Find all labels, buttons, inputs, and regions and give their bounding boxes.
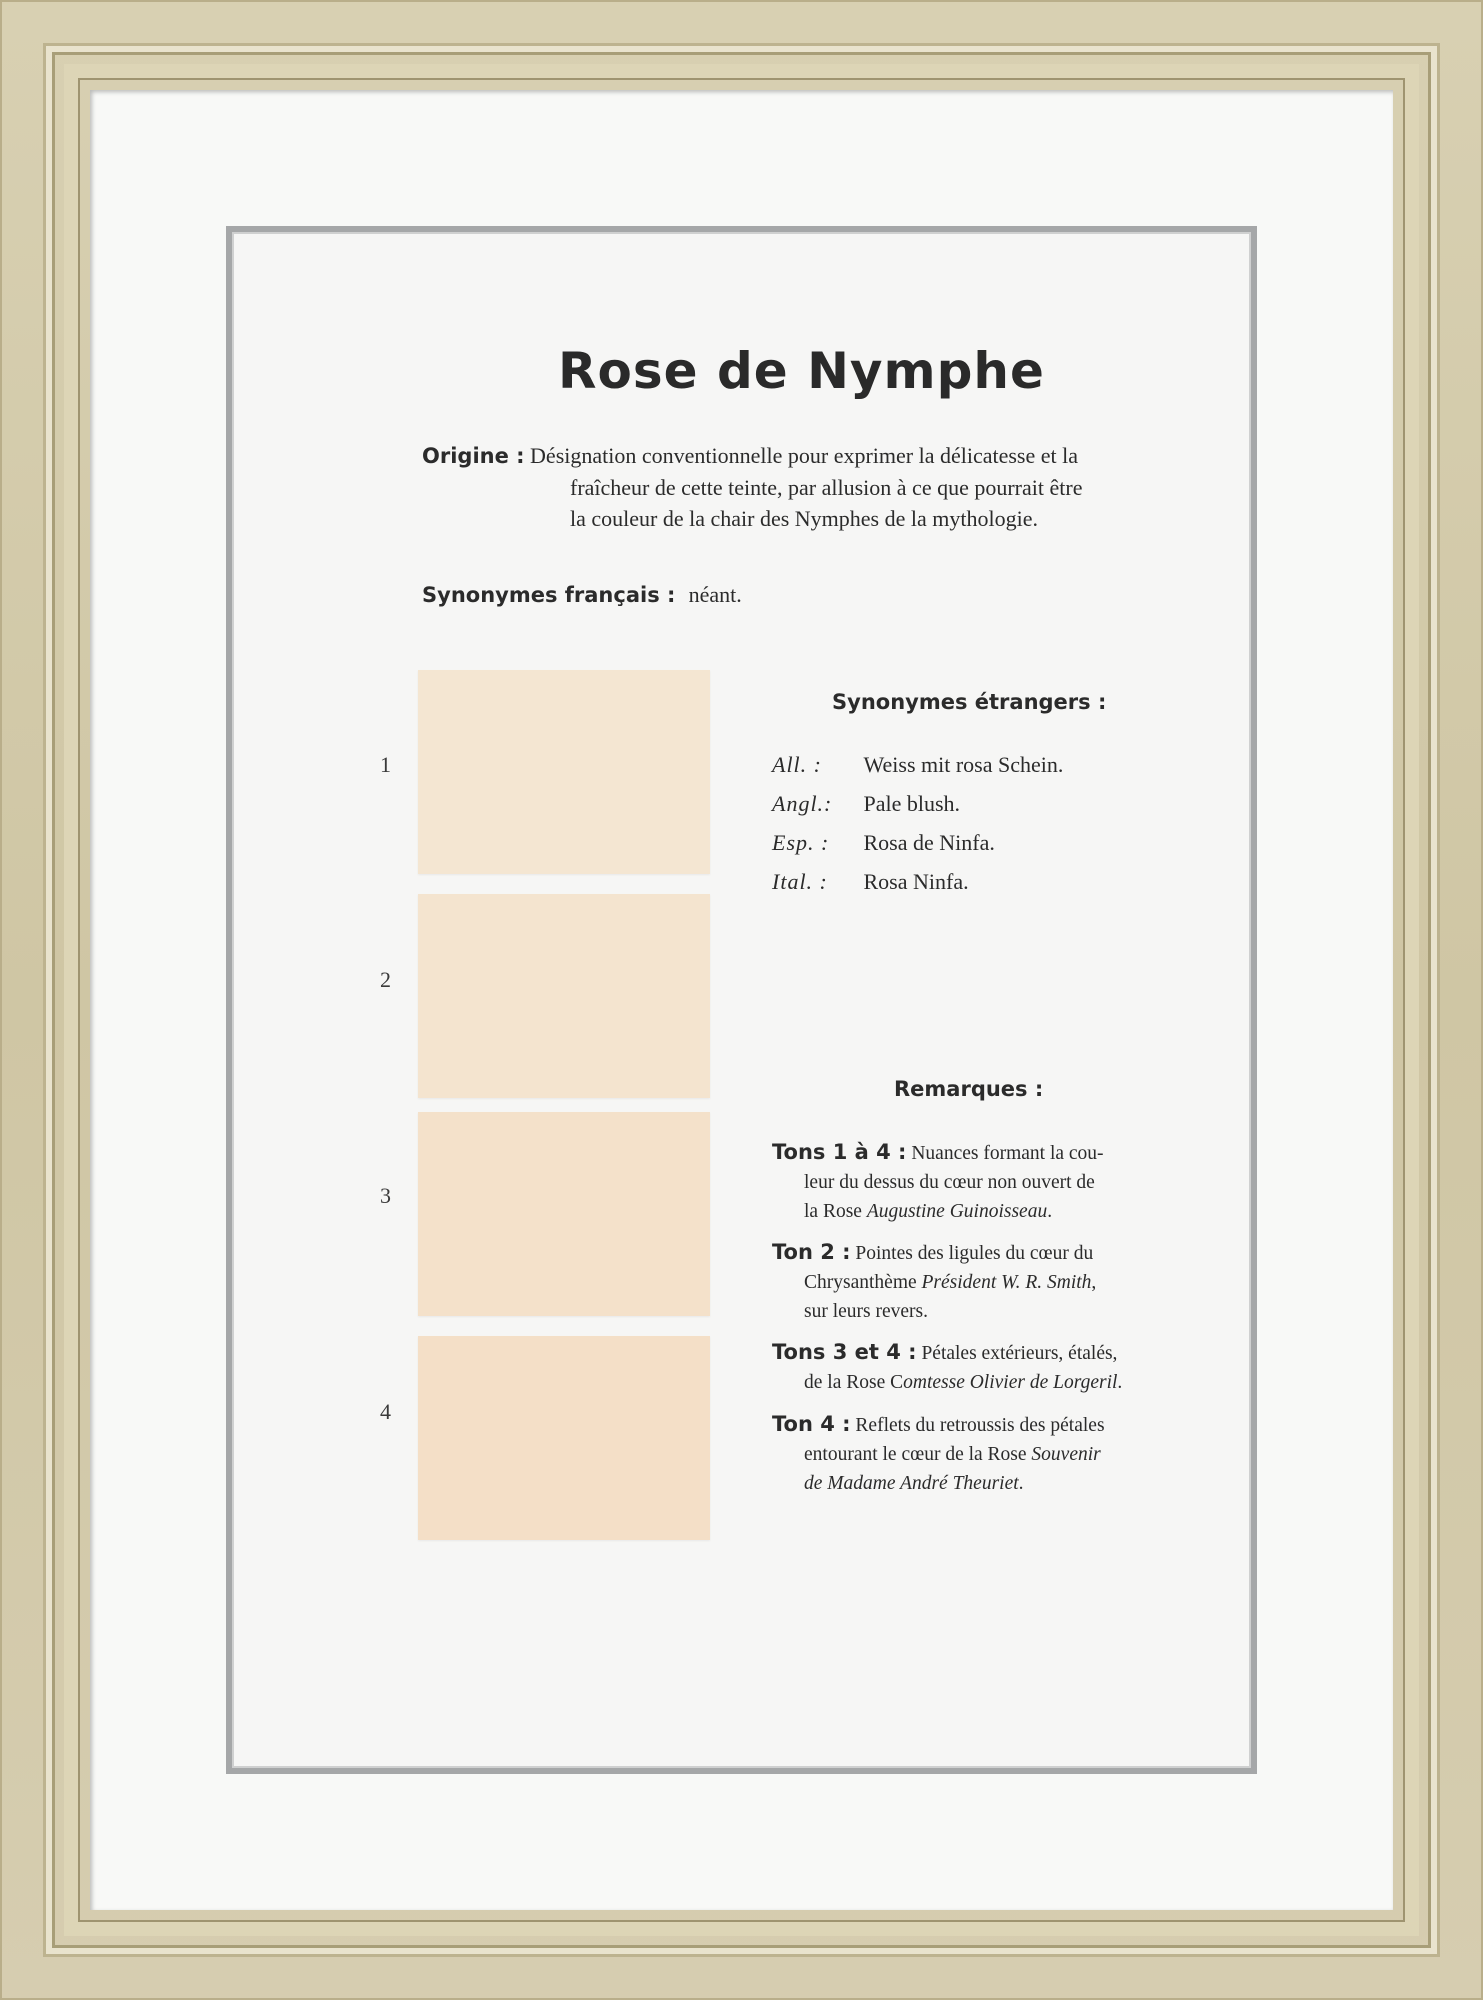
remark-text: Reflets du retroussis des pétales xyxy=(855,1415,1105,1436)
synonym-term: Rosa Ninfa. xyxy=(863,869,969,894)
rose-variety-name: Augustine Guinoisseau xyxy=(866,1201,1048,1222)
synonym-term: Pale blush. xyxy=(863,791,961,816)
remark-text: Pétales extérieurs, étalés, xyxy=(921,1343,1118,1364)
color-swatch-4 xyxy=(418,1336,710,1540)
remark-text: Pointes des ligules du cœur du xyxy=(855,1243,1094,1264)
french-synonyms-label: Synonymes français : xyxy=(422,583,676,607)
remark-tons-3-4 xyxy=(772,1338,1182,1397)
language-abbr: Ital. : xyxy=(772,869,828,894)
remark-text: . xyxy=(1047,1201,1053,1222)
color-swatch-1 xyxy=(418,670,710,874)
foreign-synonym-row xyxy=(772,830,1063,869)
remark-text: de la Rose C xyxy=(804,1372,904,1393)
origin-line-1: Désignation conventionnelle pour exprimer la délicatesse et la xyxy=(530,443,1079,468)
color-plate xyxy=(226,226,1257,1774)
french-synonyms xyxy=(422,582,742,608)
remark-label: Tons 1 à 4 : xyxy=(772,1140,907,1164)
remark-label: Ton 4 : xyxy=(772,1412,851,1436)
origin-line-3: la couleur de la chair des Nymphes de la mythologie. xyxy=(570,506,1038,531)
rose-variety-name: Souvenir xyxy=(1031,1444,1101,1465)
remark-text: Nuances formant la cou- xyxy=(911,1143,1104,1164)
swatch-number-1: 1 xyxy=(380,752,391,777)
swatch-number-3: 3 xyxy=(380,1183,391,1208)
origin-label: Origine : xyxy=(422,444,525,468)
remark-tons-1-4 xyxy=(772,1138,1182,1226)
color-swatch-3 xyxy=(418,1112,710,1316)
swatch-number-4: 4 xyxy=(380,1399,391,1424)
rose-variety-name: de Madame André Theuriet xyxy=(804,1473,1019,1494)
foreign-synonym-row xyxy=(772,752,1063,791)
remark-text: leur du dessus du cœur non ouvert de xyxy=(804,1172,1095,1193)
rose-variety-name: omtesse Olivier de Lorgeril xyxy=(903,1372,1118,1393)
origin-section xyxy=(422,440,1182,534)
color-swatch-2 xyxy=(418,894,710,1098)
foreign-synonym-row xyxy=(772,791,1063,830)
french-synonyms-value: néant. xyxy=(688,582,742,607)
foreign-synonyms-list xyxy=(772,752,1063,908)
foreign-synonyms-title: Synonymes étrangers : xyxy=(832,690,1107,714)
remark-text: . xyxy=(1117,1372,1123,1393)
language-abbr: Angl.: xyxy=(772,791,833,816)
chrysanthemum-variety-name: Président W. R. Smith xyxy=(921,1272,1092,1293)
origin-line-2: fraîcheur de cette teinte, par allusion à ce que pourrait être xyxy=(570,475,1083,500)
remark-text: . xyxy=(1018,1473,1024,1494)
remark-ton-4 xyxy=(772,1410,1182,1498)
remark-text: Chrysanthème xyxy=(804,1272,922,1293)
remarks-title: Remarques : xyxy=(894,1077,1044,1101)
language-abbr: Esp. : xyxy=(772,830,830,855)
remark-text: , xyxy=(1091,1272,1097,1293)
remark-ton-2 xyxy=(772,1238,1182,1326)
language-abbr: All. : xyxy=(772,752,822,777)
swatch-number-2: 2 xyxy=(380,967,391,992)
foreign-synonym-row xyxy=(772,869,1063,908)
remark-label: Tons 3 et 4 : xyxy=(772,1340,917,1364)
remark-text: sur leurs revers. xyxy=(804,1301,928,1322)
remark-text: la Rose xyxy=(804,1201,867,1222)
remark-text: entourant le cœur de la Rose xyxy=(804,1444,1032,1465)
synonym-term: Rosa de Ninfa. xyxy=(863,830,995,855)
plate-title: Rose de Nymphe xyxy=(558,342,1045,400)
synonym-term: Weiss mit rosa Schein. xyxy=(863,752,1064,777)
remark-label: Ton 2 : xyxy=(772,1240,851,1264)
